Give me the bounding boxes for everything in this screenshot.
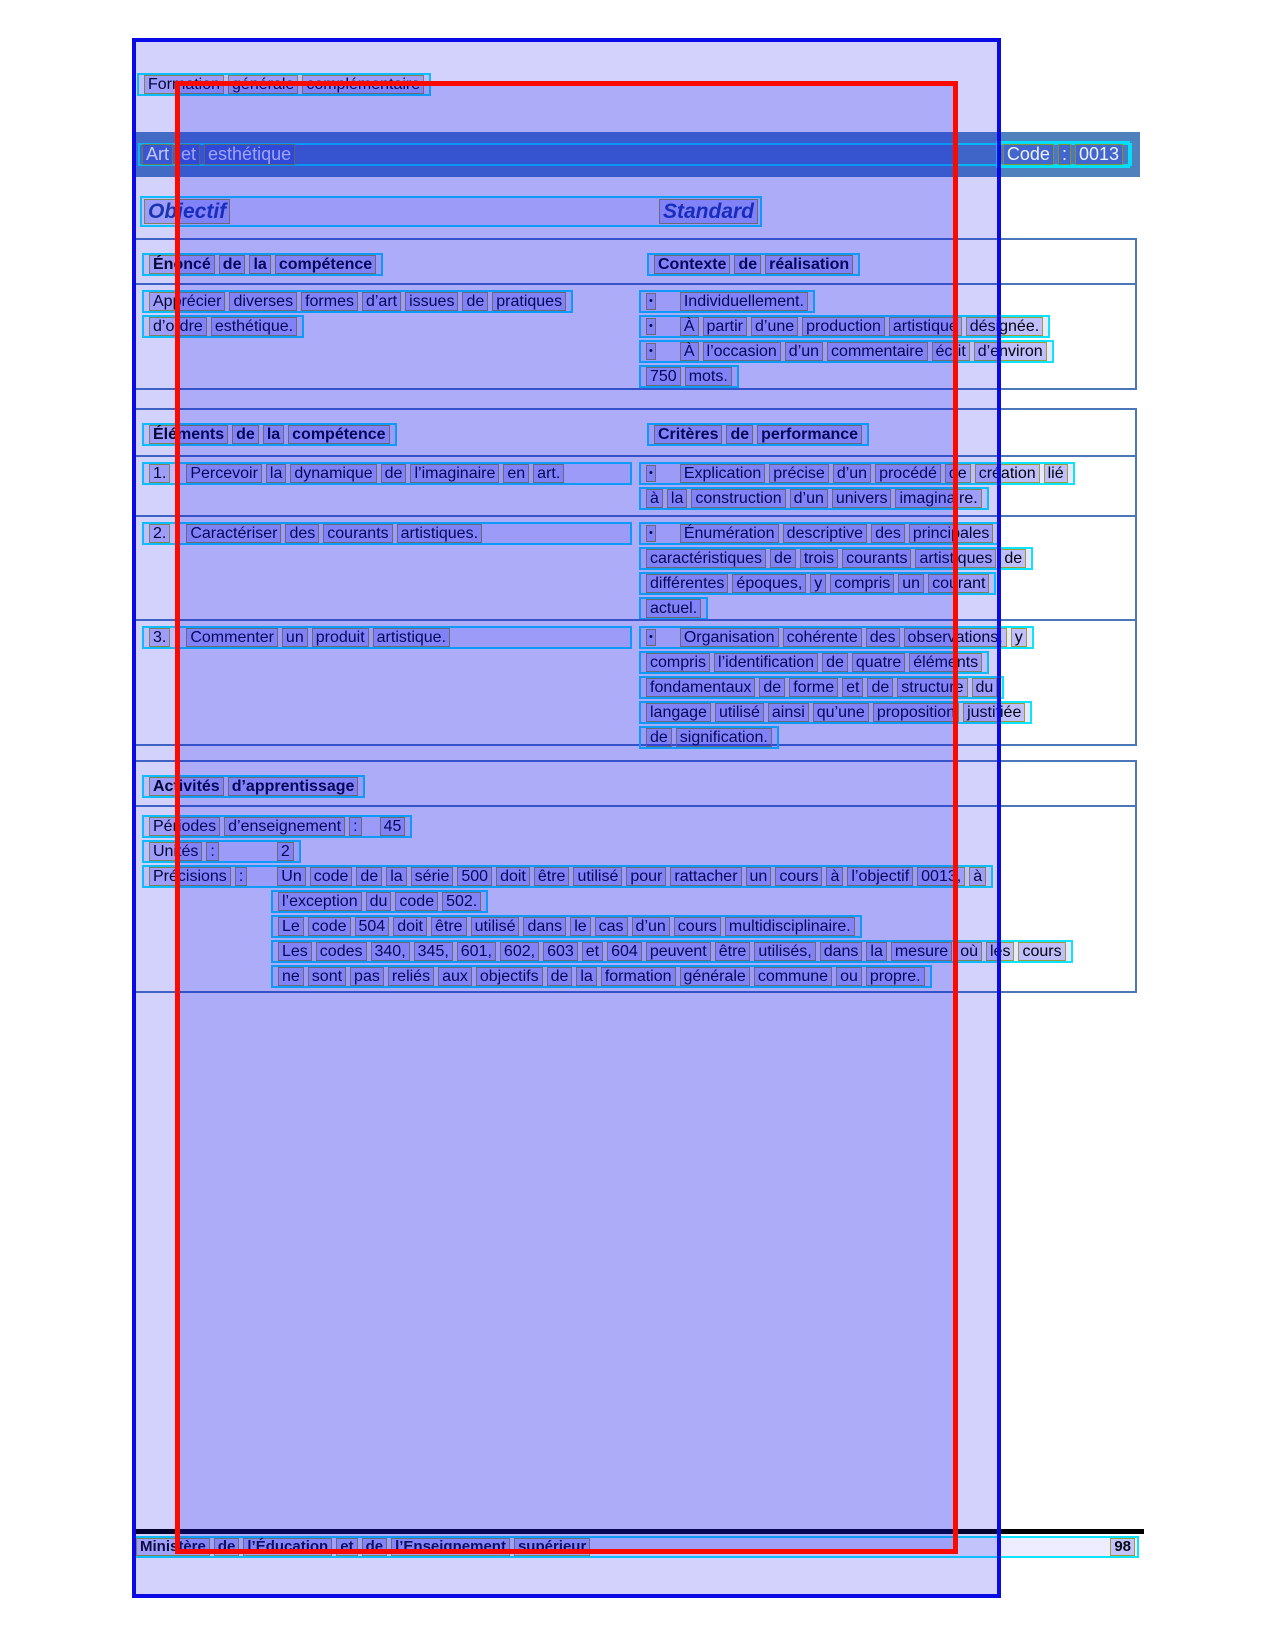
- word-box: Un: [277, 867, 305, 886]
- word-box: pour: [626, 867, 666, 886]
- word-box: compétence: [288, 425, 389, 444]
- line-box: [142, 253, 383, 276]
- word-box: courant: [928, 574, 989, 593]
- word-box: de: [1000, 549, 1026, 568]
- word-box: d’enseignement: [224, 817, 345, 836]
- text-group: [1108, 1538, 1137, 1556]
- word-box: de: [734, 255, 761, 274]
- word-box: dans: [523, 917, 566, 936]
- word-box: des: [871, 524, 905, 543]
- title-band: [132, 132, 1140, 177]
- line-box: [639, 487, 989, 510]
- line-box: [639, 651, 989, 674]
- line-box: [271, 915, 862, 938]
- word-box: artistiques.: [397, 524, 482, 543]
- bullet-icon: •: [646, 293, 656, 310]
- word-box: Énoncé: [149, 255, 215, 274]
- word-box: de: [867, 678, 893, 697]
- word-box: utilisé: [471, 917, 520, 936]
- line-box: [639, 676, 1004, 699]
- word-box: où: [956, 942, 982, 961]
- word-box: Énumération: [680, 524, 779, 543]
- word-box: Critères: [654, 425, 722, 444]
- word-box: de: [945, 464, 971, 483]
- word-box: Percevoir: [186, 464, 262, 483]
- line-box: [639, 290, 815, 313]
- word-box: performance: [757, 425, 862, 444]
- line-box: [142, 522, 632, 545]
- word-box: langage: [646, 703, 711, 722]
- word-box: désignée.: [966, 317, 1043, 336]
- word-box: univers: [832, 489, 892, 508]
- word-box: courants: [842, 549, 911, 568]
- word-box: 45: [380, 817, 406, 836]
- text-group: [657, 199, 760, 224]
- word-box: d’une: [751, 317, 798, 336]
- line-box: [271, 940, 1073, 963]
- word-box: y: [1011, 628, 1027, 647]
- word-box: la: [266, 464, 286, 483]
- category-label-line: [137, 73, 431, 96]
- word-box: 340,: [371, 942, 410, 961]
- word-box: générale: [680, 967, 750, 986]
- word-box: structure: [897, 678, 967, 697]
- word-box: Éléments: [149, 425, 228, 444]
- word-box: et: [582, 942, 603, 961]
- word-box: caractéristiques: [646, 549, 766, 568]
- word-box: dans: [820, 942, 863, 961]
- text-group: [1001, 144, 1125, 165]
- word-box: :: [349, 817, 361, 836]
- word-box: Caractériser: [186, 524, 281, 543]
- word-box: l’objectif: [847, 867, 913, 886]
- word-box: dynamique: [290, 464, 376, 483]
- line-box: [142, 462, 632, 485]
- line-box: [639, 365, 739, 388]
- bullet-icon: •: [646, 465, 656, 482]
- word-box: de: [547, 967, 573, 986]
- word-box: pas: [350, 967, 384, 986]
- bullet-icon: •: [646, 318, 656, 335]
- word-box: principales: [909, 524, 993, 543]
- word-box: compétence: [275, 255, 376, 274]
- line-box: [142, 423, 397, 446]
- word-box: de: [822, 653, 848, 672]
- word-box: art.: [533, 464, 564, 483]
- text-group: [140, 144, 297, 165]
- word-box: Formation: [144, 75, 224, 94]
- word-box: l’occasion: [703, 342, 781, 361]
- word-box: observations,: [904, 628, 1007, 647]
- element-cell: [142, 462, 632, 485]
- table-row: [134, 515, 1135, 619]
- word-box: d’un: [785, 342, 823, 361]
- word-box: produit: [312, 628, 369, 647]
- word-box: 98: [1110, 1538, 1135, 1556]
- word-box: lié: [1044, 464, 1068, 483]
- word-box: l’Enseignement: [391, 1538, 510, 1556]
- word-box: cours: [775, 867, 822, 886]
- word-box: la: [866, 942, 886, 961]
- line-box: [639, 547, 1033, 570]
- word-box: des: [285, 524, 319, 543]
- word-box: ou: [836, 967, 862, 986]
- word-box: cours: [674, 917, 721, 936]
- word-box: d’un: [632, 917, 670, 936]
- line-box: [639, 572, 996, 595]
- bullet-icon: •: [646, 343, 656, 360]
- word-box: 504: [355, 917, 390, 936]
- word-box: 0013: [1075, 144, 1123, 165]
- text-group: [142, 199, 232, 224]
- table-row: [134, 619, 1135, 748]
- word-box: Objectif: [144, 199, 230, 224]
- elements-header-left: [142, 423, 397, 446]
- competence-table-header: [134, 240, 1135, 285]
- word-box: issues: [405, 292, 458, 311]
- word-box: Code: [1003, 144, 1054, 165]
- word-box: commentaire: [827, 342, 927, 361]
- word-box: code: [310, 867, 353, 886]
- competence-table: [132, 238, 1137, 390]
- word-box: code: [308, 917, 351, 936]
- word-box: d’ordre: [149, 317, 207, 336]
- word-box: du: [972, 678, 998, 697]
- word-box: de: [219, 255, 246, 274]
- word-box: diverses: [229, 292, 297, 311]
- activities-body: [142, 815, 1073, 988]
- word-box: code: [395, 892, 438, 911]
- word-box: précise: [769, 464, 829, 483]
- word-box: À: [680, 317, 699, 336]
- word-box: formes: [301, 292, 358, 311]
- line-box: [639, 597, 708, 620]
- word-box: d’environ: [974, 342, 1047, 361]
- word-box: de: [726, 425, 753, 444]
- elements-table-header: [134, 410, 1135, 457]
- line-box: [639, 462, 1075, 485]
- word-box: la: [249, 255, 270, 274]
- activities-table-header: [134, 762, 1135, 807]
- word-box: doit: [393, 917, 427, 936]
- word-box: de: [381, 464, 407, 483]
- word-box: et: [336, 1538, 357, 1556]
- word-box: 3.: [149, 628, 170, 647]
- line-box: [639, 701, 1032, 724]
- word-box: l’exception: [278, 892, 362, 911]
- word-box: supérieur: [514, 1538, 590, 1556]
- word-box: quatre: [852, 653, 905, 672]
- word-box: d’apprentissage: [228, 777, 359, 796]
- word-box: 0013,: [917, 867, 965, 886]
- word-box: :: [235, 867, 247, 886]
- word-box: y: [810, 574, 826, 593]
- criteria-cell: [639, 462, 1075, 510]
- word-box: 502.: [442, 892, 481, 911]
- line-box: [647, 423, 869, 446]
- line-box: [639, 726, 779, 749]
- word-box: complémentaire: [302, 75, 424, 94]
- section-headings-line: [140, 196, 762, 227]
- word-box: compris: [646, 653, 710, 672]
- word-box: de: [214, 1538, 240, 1556]
- word-box: Périodes: [149, 817, 220, 836]
- word-box: Les: [278, 942, 312, 961]
- word-box: artistiques: [915, 549, 996, 568]
- activities-header-label: [142, 775, 365, 798]
- word-box: proposition: [873, 703, 959, 722]
- word-box: l’imaginaire: [410, 464, 499, 483]
- word-box: de: [232, 425, 259, 444]
- word-box: À: [680, 342, 699, 361]
- word-box: série: [411, 867, 454, 886]
- bullet-icon: •: [646, 525, 656, 542]
- table-row: [134, 285, 1135, 392]
- word-box: construction: [691, 489, 785, 508]
- word-box: à: [646, 489, 663, 508]
- word-box: :: [1058, 144, 1071, 165]
- code-box: [996, 141, 1130, 168]
- word-box: artistique: [889, 317, 962, 336]
- word-box: actuel.: [646, 599, 701, 618]
- word-box: l’Éducation: [243, 1538, 332, 1556]
- word-box: Explication: [680, 464, 765, 483]
- word-box: être: [715, 942, 751, 961]
- word-box: éléments: [909, 653, 982, 672]
- word-box: signification.: [676, 728, 772, 747]
- word-box: utilisé: [715, 703, 764, 722]
- word-box: Activités: [149, 777, 224, 796]
- competence-header-left: [142, 253, 383, 276]
- word-box: artistique.: [373, 628, 450, 647]
- title-band-line: [138, 143, 1132, 166]
- word-box: Organisation: [680, 628, 779, 647]
- word-box: un: [282, 628, 308, 647]
- word-box: à: [826, 867, 843, 886]
- word-box: la: [576, 967, 596, 986]
- word-box: production: [802, 317, 885, 336]
- word-box: être: [431, 917, 467, 936]
- line-box: [639, 522, 1000, 545]
- word-box: Individuellement.: [680, 292, 808, 311]
- word-box: en: [503, 464, 529, 483]
- criteria-cell: [639, 522, 1033, 620]
- word-box: du: [366, 892, 392, 911]
- word-box: 604: [607, 942, 642, 961]
- word-box: réalisation: [765, 255, 853, 274]
- word-box: objectifs: [476, 967, 543, 986]
- word-box: trois: [800, 549, 838, 568]
- word-box: d’un: [790, 489, 828, 508]
- word-box: différentes: [646, 574, 728, 593]
- word-box: cohérente: [783, 628, 862, 647]
- word-box: la: [667, 489, 687, 508]
- line-box: [271, 890, 488, 913]
- line-box: [142, 865, 993, 888]
- word-box: 2: [277, 842, 294, 861]
- word-box: commune: [754, 967, 832, 986]
- line-box: [271, 965, 932, 988]
- word-box: justifiée: [963, 703, 1025, 722]
- word-box: et: [177, 144, 200, 165]
- word-box: Apprécier: [149, 292, 225, 311]
- line-box: [142, 775, 365, 798]
- word-box: la: [386, 867, 406, 886]
- elements-table: [132, 408, 1137, 746]
- word-box: les: [986, 942, 1014, 961]
- word-box: de: [462, 292, 488, 311]
- word-box: écrit: [932, 342, 970, 361]
- word-box: Standard: [659, 199, 758, 224]
- line-box: [639, 315, 1050, 338]
- word-box: Art: [142, 144, 173, 165]
- word-box: la: [263, 425, 284, 444]
- word-box: Le: [278, 917, 304, 936]
- word-box: 1.: [149, 464, 170, 483]
- word-box: Contexte: [654, 255, 730, 274]
- word-box: Ministère: [136, 1538, 210, 1556]
- word-box: doit: [496, 867, 530, 886]
- line-box: [639, 626, 1034, 649]
- word-box: de: [770, 549, 796, 568]
- word-box: 602,: [500, 942, 539, 961]
- word-box: peuvent: [646, 942, 711, 961]
- word-box: des: [866, 628, 900, 647]
- footer-rule: [132, 1529, 1144, 1534]
- word-box: Commenter: [186, 628, 278, 647]
- word-box: un: [898, 574, 924, 593]
- word-box: de: [759, 678, 785, 697]
- word-box: Unités: [149, 842, 202, 861]
- word-box: multidisciplinaire.: [725, 917, 855, 936]
- word-box: courants: [323, 524, 392, 543]
- word-box: esthétique.: [211, 317, 297, 336]
- word-box: descriptive: [783, 524, 867, 543]
- competence-statement-cell: [142, 290, 573, 338]
- activities-table: [132, 760, 1137, 993]
- word-box: 601,: [457, 942, 496, 961]
- line-box: [639, 340, 1054, 363]
- word-box: pratiques: [492, 292, 566, 311]
- word-box: générale: [228, 75, 298, 94]
- word-box: 750: [646, 367, 681, 386]
- element-cell: [142, 522, 632, 545]
- table-row: [134, 457, 1135, 515]
- word-box: de: [362, 1538, 388, 1556]
- word-box: époques,: [732, 574, 806, 593]
- elements-header-right: [647, 423, 869, 446]
- word-box: cas: [595, 917, 628, 936]
- footer-line: [132, 1536, 1139, 1558]
- word-box: et: [842, 678, 863, 697]
- word-box: de: [646, 728, 672, 747]
- word-box: d’un: [833, 464, 871, 483]
- word-box: le: [570, 917, 590, 936]
- word-box: codes: [316, 942, 367, 961]
- line-box: [142, 815, 412, 838]
- word-box: à: [969, 867, 986, 886]
- word-box: :: [206, 842, 218, 861]
- word-box: procédé: [875, 464, 941, 483]
- line-box: [137, 73, 431, 96]
- word-box: utilisé: [573, 867, 622, 886]
- word-box: création: [975, 464, 1040, 483]
- word-box: aux: [438, 967, 472, 986]
- word-box: 603: [543, 942, 578, 961]
- line-box: [142, 290, 573, 313]
- word-box: Précisions: [149, 867, 231, 886]
- word-box: l’identification: [714, 653, 818, 672]
- word-box: cours: [1018, 942, 1065, 961]
- word-box: ainsi: [768, 703, 809, 722]
- word-box: 345,: [414, 942, 453, 961]
- word-box: reliés: [388, 967, 434, 986]
- element-cell: [142, 626, 632, 649]
- word-box: d’art: [362, 292, 401, 311]
- word-box: mesure: [891, 942, 952, 961]
- word-box: qu’une: [813, 703, 869, 722]
- line-box: [142, 626, 632, 649]
- competence-header-right: [647, 253, 860, 276]
- word-box: être: [534, 867, 570, 886]
- word-box: compris: [830, 574, 894, 593]
- word-box: esthétique: [204, 144, 295, 165]
- realisation-context-cell: [639, 290, 1054, 388]
- bullet-icon: •: [646, 629, 656, 646]
- criteria-cell: [639, 626, 1034, 749]
- word-box: mots.: [685, 367, 732, 386]
- line-box: [142, 840, 301, 863]
- text-group: [134, 1538, 592, 1556]
- word-box: sont: [308, 967, 346, 986]
- line-box: [142, 315, 304, 338]
- word-box: partir: [703, 317, 747, 336]
- word-box: utilisés,: [754, 942, 815, 961]
- word-box: rattacher: [670, 867, 741, 886]
- word-box: imaginaire.: [895, 489, 981, 508]
- word-box: un: [746, 867, 772, 886]
- word-box: forme: [789, 678, 838, 697]
- word-box: 500: [457, 867, 492, 886]
- word-box: 2.: [149, 524, 170, 543]
- line-box: [647, 253, 860, 276]
- word-box: fondamentaux: [646, 678, 755, 697]
- word-box: formation: [601, 967, 676, 986]
- word-box: de: [356, 867, 382, 886]
- word-box: ne: [278, 967, 304, 986]
- word-box: propre.: [866, 967, 925, 986]
